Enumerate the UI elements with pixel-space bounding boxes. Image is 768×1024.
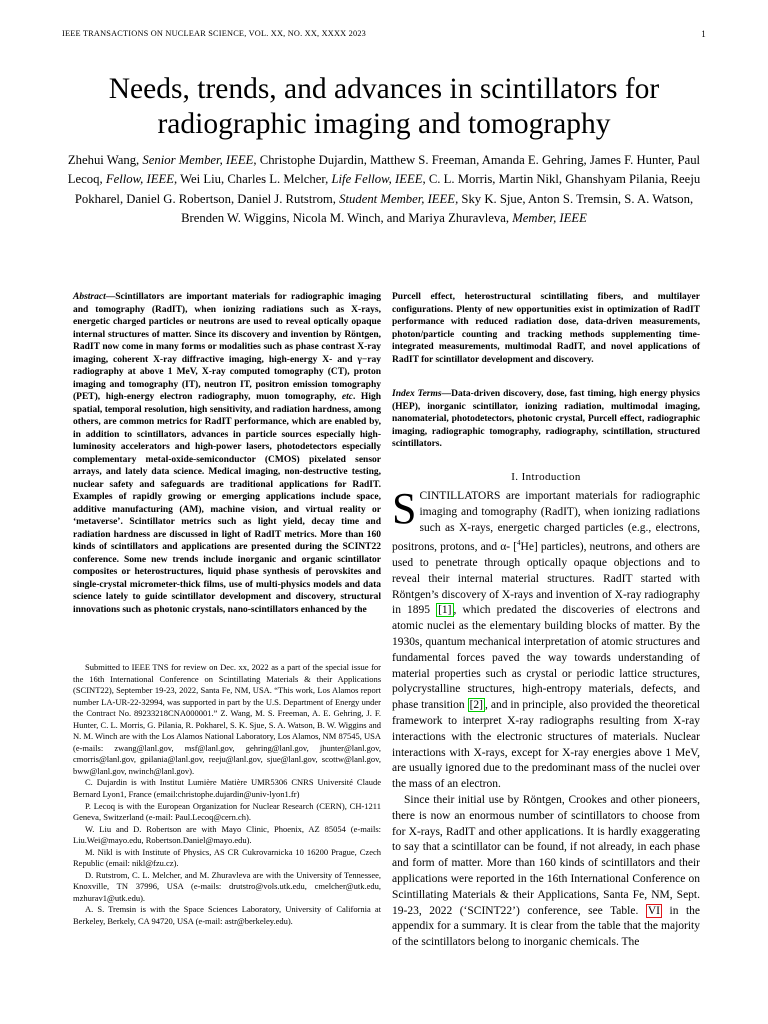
index-terms-label: Index Terms [392,389,442,399]
paper-title: Needs, trends, and advances in scintillators for radiographic imaging and tomography [108,73,660,140]
member-grade: Fellow, IEEE [105,172,174,187]
superscript: 4 [517,539,521,548]
footnote-item: C. Dujardin is with Institut Lumière Matière UMR5306 CNRS Université Claude Bernard Lyon1, France (email:christophe.dujardin@univ-lyon1.fr) [73,777,381,800]
footnote-item: M. Nikl is with Institute of Physics, AS CR Cukrovarnicka 10 16200 Prague, Czech Republic (email: nikl@fzu.cz). [73,846,381,869]
abstract-continued: Purcell effect, heterostructural scintillating fibers, and multilayer configurations. Plenty of new opportunities exist in optimization of RadIT performance with reduced radiation dose, data-driven measurements, photon/particle counting and tracking methods supplementing time-integrated measurements, multimodal RadIT, and novel applications of RadIT for scintillator development and discovery. [392,292,700,365]
intro-text: Since their initial use by Röntgen, Crookes and other pioneers, there is now an enormous number of scintillators to choose from for X-rays, RadIT and other applications. It is hardly exaggerating to say that a scintillator can be found, if not already, in each phase and form of matter. More than 160 kinds of scintillators and their applications were reported in the 16th International Conference on Scintillating Materials & their Applications, Santa Fe, NM, Sept. 19-23, 2022 (‘SCINT22’) conference, see Table. [392,793,700,917]
member-grade: Senior Member, IEEE [142,153,254,167]
intro-text: CINTILLATORS are important materials for radiographic imaging and tomography (RadIT), when ionizing radiations such as X-rays, energetic charged particles (e.g., electrons, positrons, protons, and α- [ [392,490,700,554]
footnotes [73,662,381,928]
intro-text: He] particles), neutrons, and others are used to penetrate through optically opaque objections and to reveal their internal material structures. RadIT started with Röntgen’s discovery of X-rays and invention of X-ray radiography in 1895 [392,541,701,617]
footnote-item: Submitted to IEEE TNS for review on Dec. xx, 2022 as a part of the special issue for the 16th International Conference on Scintillating Materials & their Applications (SCINT22), September 19-23, 2022, Santa Fe, NM, USA. “This work, Los Alamos report number LA-UR-22-32994, was supported in part by the U.S. Department of Energy under the Contract No. 89233218CNA000001.” Z. Wang, M. S. Freeman, A. E. Gehring, J. F. Hunter, C. L. Morris, G. Pilania, R. Pokharel, S. K. Sjue, S. A. Watson, B. W. Wiggins and N. M. Winch are with the Los Alamos National Laboratory, Los Alamos, NM 87545, USA (e-mails: zwang@lanl.gov, msf@lanl.gov, gehring@lanl.gov, jhunter@lanl.gov, cmorris@lanl.gov, gpilania@lanl.gov, reeju@lanl.gov, sjue@lanl.gov, scottw@lanl.gov, bww@lanl.gov, nwinch@lanl.gov). [73,662,381,776]
author-text: , Christophe Dujardin, Matthew S. Freeman, Amanda E. Gehring, James F. Hunter, Paul Lecoq, [67,153,701,187]
footnote-item: P. Lecoq is with the European Organization for Nuclear Research (CERN), CH-1211 Geneva, Switzerland (e-mail: Paul.Lecoq@cern.ch). [73,800,381,823]
page-number: 1 [701,29,706,39]
footnote-item: W. Liu and D. Robertson are with Mayo Clinic, Phoenix, AZ 85054 (e-mails: Liu.Wei@mayo.edu, Robertson.Daniel@mayo.edu). [73,823,381,846]
abstract-text: —Scintillators are important materials for radiographic imaging and tomography (RadIT), when ionizing radiations such as X-rays, energetic charged particles or neutrons are used to reveal optically opaque internal structures of matter. Since its discovery and invention by Röntgen, RadIT now come in many forms or modalities such as phase contrast X-ray imaging, coherent X-ray diffractive imaging, high-energy X- and γ−ray radiography at above 1 MeV, X-ray computed tomography (CT), proton imaging and tomography (IT), neutron IT, positron emission tomography (PET), high-energy electron radiography, muon tomography, [73,292,381,402]
member-grade: Student Member, IEEE [339,191,456,206]
footnote-item: D. Rutstrom, C. L. Melcher, and M. Zhuravleva are with the University of Tennessee, Knoxville, TN 37996, USA (e-mails: drutstro@vols.utk.edu, cmelcher@utk.edu, mzhurav1@utk.edu). [73,869,381,903]
member-grade: Life Fellow, IEEE [331,172,423,187]
journal-info: IEEE TRANSACTIONS ON NUCLEAR SCIENCE, VOL. XX, NO. XX, XXXX 2023 [62,29,367,38]
author-text: , Sky K. Sjue, Anton S. Tremsin, S. A. Watson, Brenden W. Wiggins, Nicola M. Winch, and Mariya Zhuravleva, [181,191,694,225]
member-grade: Member, IEEE [512,210,587,225]
running-header [62,29,706,43]
intro-text: in the appendix for a summary. It is clear from the table that the majority of the scintillators belong to inorganic chemicals. The [392,904,700,949]
author-text: , Wei Liu, Charles L. Melcher, [173,172,332,187]
index-terms-text: —Data-driven discovery, dose, fast timing, high energy physics (HEP), inorganic scintillator, ionizing radiation, multimodal imaging, nanomaterial, photodetectors, photonic crystal, Purcell effect, radiographic imaging, radiographic tomography, radiography, scintillation, structured scintillators. [392,389,700,449]
section-heading: I. Introduction [511,471,581,483]
abstract-etc: etc [341,392,353,402]
footnote-item: A. S. Tremsin is with the Space Sciences Laboratory, University of California at Berkeley, Berkely, CA 94720, USA (e-mail: astr@berkeley.edu). [73,904,381,927]
author-text: Zhehui Wang, [67,153,143,167]
index-terms [392,388,700,451]
intro-text: , and in principle, also provided the theoretical framework to interpret X-ray radiographs resulting from X-ray interactions with the electronic structures of materials. Nuclear interactions with X-rays, except for X-ray energies above 1 MeV, are usually ignored due to the predominant mass of the nuclei over the mass of an electron. [392,699,700,791]
introduction-body [392,484,701,951]
table-reference-link[interactable]: VI [647,904,660,917]
citation-link[interactable]: [1] [438,604,452,617]
author-text: , C. L. Morris, Martin Nikl, Ghanshyam Pilania, Reeju Pokharel, Daniel G. Robertson, Daniel J. Rutstrom, [74,172,701,206]
citation-link[interactable]: [2] [469,699,483,712]
abstract-label: Abstract [73,292,106,302]
intro-paragraph-1 [392,484,701,793]
abstract-text: . High spatial, temporal resolution, high sensitivity, and radiation hardness, among others, are common metrics for RadIT performance, which are enabled by, in addition to scintillators, advances in particle sources especially high-luminosity accelerators and high-power lasers, photodetectors especially complementary metal-oxide-semiconductor (CMOS) pixelated sensor arrays, and lately data science. Medical imaging, non-destructive testing, nuclear safety and safeguards are traditional applications for RadIT. Examples of rapidly growing or emerging applications include space, additive manufacturing (AM), machine vision, and virtual reality or ‘metaverse’. Scintillator metrics such as light yield, decay time and radiation hardness are discussed in light of RadIT metrics. More than 160 kinds of scintillators and applications are presented during the SCINT22 conference. Some new trends include inorganic and organic scintillator composites or heterostructures, liquid phase synthesis of perovskites and single-crystal micrometer-thick films, use of multi-physics models and data science lately to guide scintillator development and discovery, structural innovations such as photonic crystals, nano-scintillators enhanced by the [73,392,381,615]
author-list [58,151,710,228]
abstract [73,291,381,616]
intro-paragraph-2 [392,793,700,951]
intro-text: , which predated the discoveries of electrons and atomic nuclei as the elementary building blocks of matter. By the 1930s, quantum mechanical interpretation of atomic structures and fundamental forces paved the way towards understanding of material properties such as crystal or periodic lattice structures, polycrystalline structures, high-entropy materials, defects, and phase transition [392,604,700,712]
drop-cap: S [392,484,417,533]
